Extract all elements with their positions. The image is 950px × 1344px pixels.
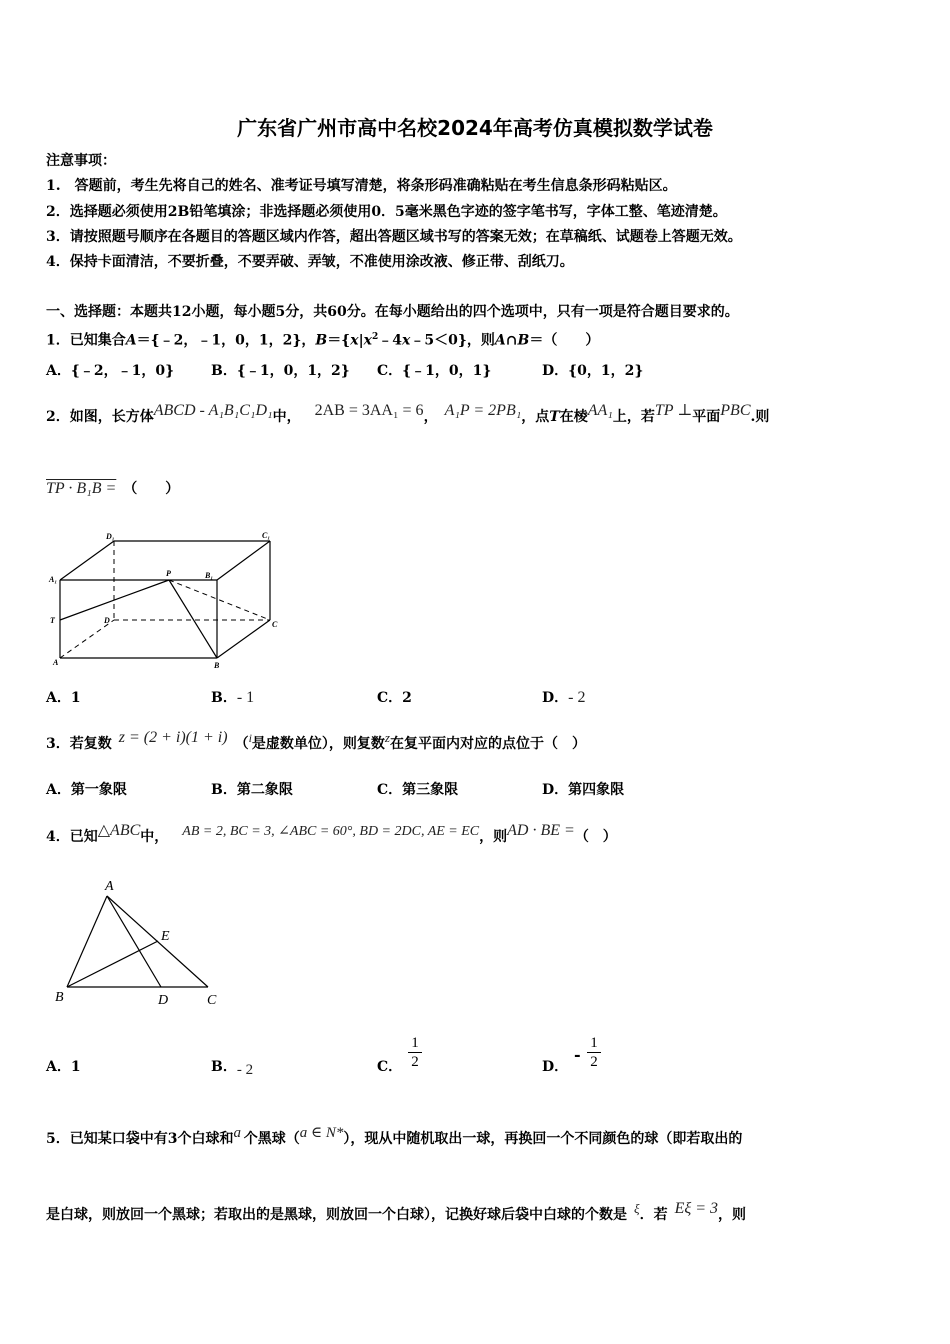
label-c: C	[207, 993, 217, 1008]
q4-dot-product: AD · BE =	[507, 822, 575, 839]
q5-xi: ξ	[634, 1201, 640, 1216]
q3-option-b[interactable]: B．第二象限	[211, 782, 293, 798]
hidden-edge-a-d	[60, 620, 114, 658]
label-a: A	[105, 879, 114, 894]
q4-option-d-denominator: 2	[590, 1054, 598, 1070]
q4-option-b-value: - 2	[236, 1062, 254, 1078]
q4-suffix: （ ）	[574, 829, 617, 845]
q2-option-d[interactable]	[542, 689, 585, 707]
q2-plane: PBC	[720, 402, 751, 419]
q3-option-c[interactable]: C．第三象限	[377, 782, 459, 798]
section-heading: 一、选择题：本题共12小题，每小题5分，共60分。在每小题给出的四个选项中，只有一项是符合题目要求的。	[46, 304, 739, 320]
q2-option-c[interactable]: C．2	[377, 690, 412, 706]
label-p: P	[166, 569, 171, 578]
q5-line2-prefix: 是白球，则放回一个黑球；若取出的是黑球，则放回一个白球），记换好球后袋中白球的个数是	[46, 1207, 627, 1223]
q5-line1-prefix: 5．已知某口袋中有3个白球和	[46, 1131, 234, 1147]
label-a1: A₁	[49, 575, 58, 584]
q1-set-a: A	[125, 332, 137, 349]
q5-condition: a ∈ N*	[299, 1125, 344, 1141]
label-e: E	[161, 929, 170, 944]
q3-option-d[interactable]: D．第四象限	[542, 782, 625, 798]
label-c1: C₁	[262, 531, 271, 540]
q1-set-b-open: ＝{	[327, 332, 351, 349]
q2-mid2: ，点	[521, 409, 550, 425]
label-b: B	[214, 661, 220, 670]
q3-mid: 是虚数单位），则复数	[251, 736, 385, 752]
q2-eq2: A₁P = 2PB₁	[444, 402, 522, 419]
q4-triangle: △ABC	[97, 822, 141, 839]
label-b: B	[55, 990, 64, 1005]
q2-mid4: 上，若	[612, 409, 655, 425]
q4-option-c-fraction	[408, 1034, 422, 1071]
question-5-line2	[46, 1200, 746, 1224]
edge-b1-c1	[217, 541, 270, 580]
q1-set-b: B	[315, 332, 328, 349]
q4-option-a[interactable]: A．1	[46, 1059, 81, 1075]
q1-set-a-value: ＝{﹣2，﹣1，0，1，2}，	[136, 332, 316, 349]
q2-option-b[interactable]	[211, 689, 254, 707]
q5-line1-mid: 个黑球（	[243, 1131, 300, 1147]
q2-mid5: 平面	[692, 409, 721, 425]
label-d1: D₁	[106, 532, 115, 541]
question-4	[46, 822, 617, 847]
label-t: T	[50, 616, 55, 625]
q2-vector-expr: TP · B₁B =	[46, 480, 117, 497]
q2-prefix: 2．如图，长方体	[46, 409, 154, 425]
q3-expr: z = (2 + i)(1 + i)	[118, 729, 228, 746]
segment-pb	[169, 580, 217, 658]
q2-mid3: 在棱	[559, 409, 588, 425]
q2-perp: TP ⊥	[654, 402, 693, 419]
q3-option-a[interactable]: A．第一象限	[46, 782, 127, 798]
page-title: 广东省广州市高中名校2024年高考仿真模拟数学试卷	[237, 116, 713, 140]
q2-option-b-label: B．	[211, 690, 237, 706]
q4-option-b-label: B．	[211, 1059, 237, 1075]
q1-option-d[interactable]: D．{0，1，2}	[542, 363, 644, 379]
q1-prefix: 1．已知集合	[46, 332, 126, 349]
q2-eq1: 2AB = 3AA₁ = 6	[314, 402, 424, 419]
question-2-line2	[46, 480, 179, 498]
question-5-line1	[46, 1125, 743, 1148]
question-3	[46, 729, 586, 753]
note-item-1: 1. 答题前，考生先将自己的姓名、准考证号填写清楚，将条形码准确粘贴在考生信息条形码粘贴区。	[46, 178, 677, 194]
note-item-4: 4．保持卡面清洁，不要折叠，不要弄破、弄皱，不准使用涂改液、修正带、刮纸刀。	[46, 254, 574, 270]
label-d: D	[158, 993, 169, 1008]
q4-option-d[interactable]: D．	[542, 1059, 569, 1075]
q1-inter-a: A	[494, 332, 506, 349]
q2-comma: ，	[423, 409, 438, 425]
q2-suffix: .则	[750, 409, 770, 425]
q5-line2-mid: ．若	[639, 1207, 668, 1223]
q1-var-x2: x	[363, 332, 373, 349]
q2-option-d-label: D．	[542, 690, 569, 706]
q5-a: a	[233, 1125, 241, 1141]
label-d: D	[104, 616, 110, 625]
q1-inter-b: B	[517, 332, 530, 349]
q1-suffix: ＝（ ）	[529, 332, 600, 349]
note-item-2: 2．选择题必须使用2B铅笔填涂；非选择题必须使用0．5毫米黑色字迹的签字笔书写，字体工整、笔迹清楚。	[46, 204, 727, 220]
q1-option-a[interactable]: A．{﹣2，﹣1，0}	[46, 363, 175, 379]
q4-option-c-numerator: 1	[408, 1034, 422, 1053]
q1-inter-symbol: ∩	[505, 332, 518, 349]
q2-option-b-value: - 1	[236, 689, 255, 706]
q4-option-d-fraction	[587, 1034, 601, 1071]
q2-edge: AA₁	[587, 402, 613, 419]
q4-option-b[interactable]	[211, 1058, 253, 1076]
q4-triangle-figure	[50, 874, 230, 1014]
q3-suffix: 在复平面内对应的点位于（ ）	[389, 736, 586, 752]
q3-i: i	[248, 731, 252, 745]
q4-option-d-minus: -	[574, 1045, 581, 1064]
q3-z: z	[384, 730, 390, 745]
q1-bar: |	[358, 332, 364, 349]
q1-option-c[interactable]: C．{﹣1，0，1}	[377, 363, 492, 379]
q3-paren-open: （	[234, 736, 249, 752]
edge-b-c	[217, 620, 270, 658]
q1-term: ﹣4	[378, 332, 403, 349]
q1-option-b[interactable]: B．{﹣1，0，1，2}	[211, 363, 350, 379]
q3-prefix: 3．若复数	[46, 736, 112, 752]
q2-line2-suffix: （ ）	[123, 481, 180, 497]
q1-set-b-close: ﹣5＜0}，则	[410, 332, 495, 349]
q4-option-c[interactable]: C．	[377, 1059, 403, 1075]
q4-conditions: AB = 2, BC = 3, ∠ABC = 60°, BD = 2DC, AE = EC	[182, 824, 480, 839]
q2-option-a[interactable]: A．1	[46, 690, 81, 706]
label-c: C	[272, 620, 278, 629]
segment-be	[67, 941, 158, 987]
q4-option-d-numerator: 1	[587, 1034, 601, 1053]
q2-point-t: T	[549, 409, 560, 425]
note-item-3: 3．请按照题号顺序在各题目的答题区域内作答，超出答题区域书写的答案无效；在草稿纸、试题卷上答题无效。	[46, 229, 742, 245]
q5-expectation: Eξ = 3	[674, 1200, 718, 1217]
label-b1: B₁	[205, 571, 214, 580]
q2-option-d-value: - 2	[568, 689, 586, 706]
side-ab	[67, 896, 107, 987]
q4-mid2: ，则	[479, 829, 508, 845]
q5-line1-suffix: ），现从中随机取出一球，再换回一个不同颜色的球（即若取出的	[343, 1131, 743, 1147]
label-a: A	[53, 658, 59, 667]
question-2	[46, 402, 770, 426]
question-1	[46, 328, 599, 350]
q4-mid: 中，	[140, 829, 169, 845]
segment-ad	[107, 896, 161, 987]
hidden-segment-pc	[169, 580, 270, 620]
notes-heading: 注意事项：	[46, 153, 116, 169]
q1-var-x3: x	[402, 332, 411, 349]
q2-box-figure	[46, 528, 286, 673]
q2-mid1: 中，	[272, 409, 301, 425]
edge-a1-d1	[60, 541, 114, 580]
q4-prefix: 4．已知	[46, 829, 98, 845]
q1-exponent: 2	[372, 332, 379, 342]
q5-line2-suffix: ，则	[718, 1207, 746, 1223]
q1-var-x: x	[350, 332, 359, 349]
q2-box: ABCD - A₁B₁C₁D₁	[153, 402, 273, 419]
q4-option-c-denominator: 2	[411, 1054, 419, 1070]
